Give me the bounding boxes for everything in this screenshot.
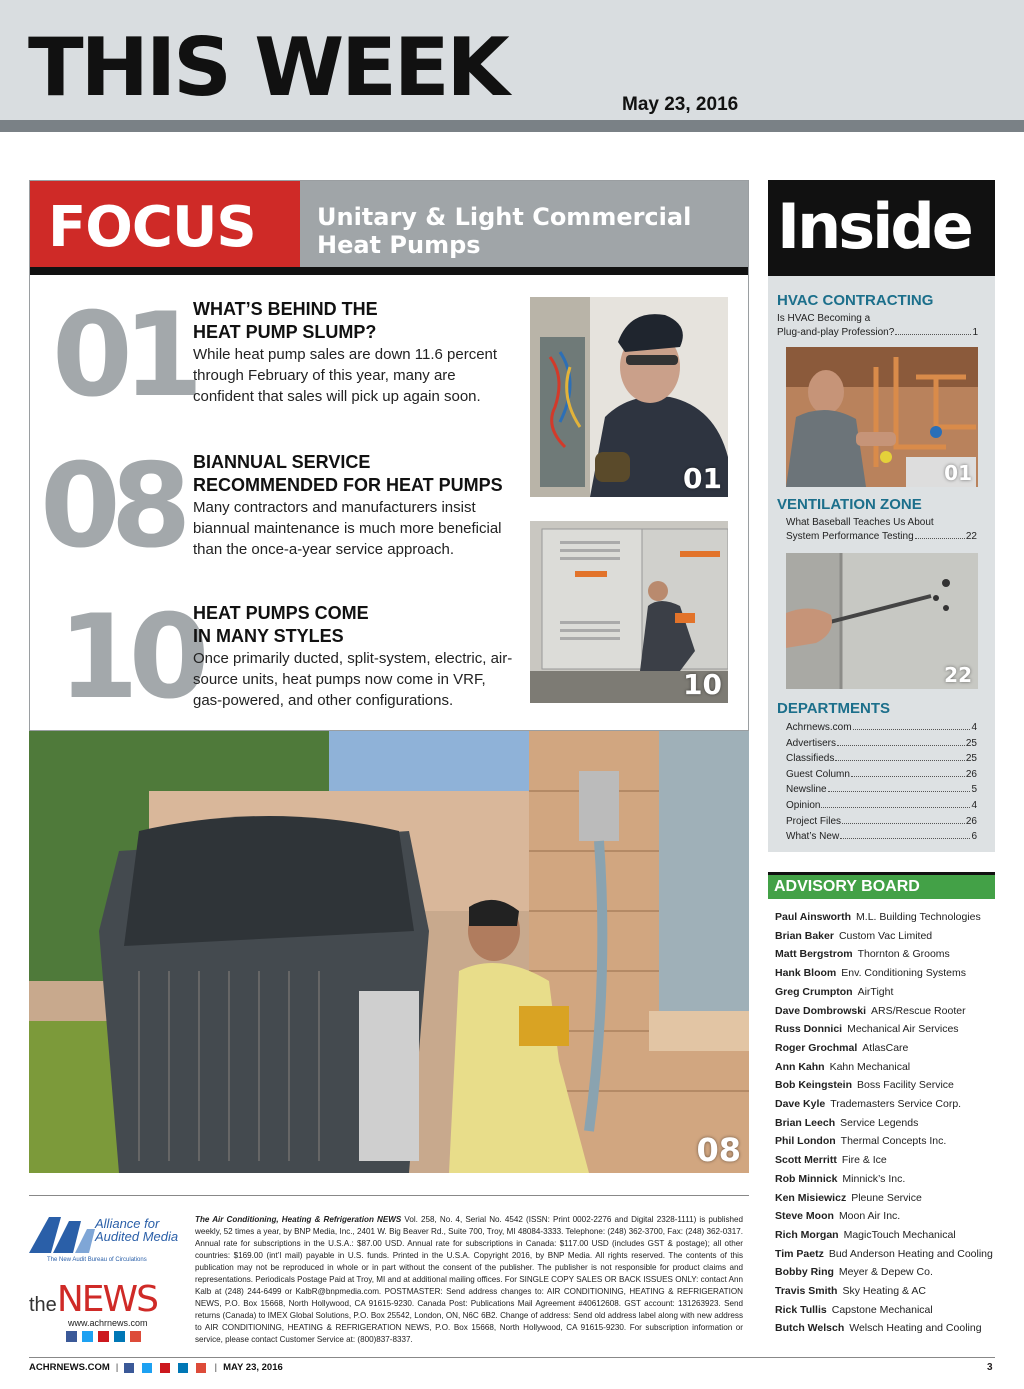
department-item[interactable]: Achrnews.com 4 bbox=[786, 722, 977, 733]
advisory-board-title: ADVISORY BOARD bbox=[774, 878, 920, 895]
masthead-date: May 23, 2016 bbox=[622, 94, 739, 115]
department-item[interactable]: Opinion 4 bbox=[786, 800, 977, 811]
aam-mark-icon bbox=[29, 1215, 95, 1253]
advisory-member: Scott Merritt Fire & Ice bbox=[775, 1154, 887, 1167]
advisory-member: Brian Leech Service Legends bbox=[775, 1116, 919, 1129]
website-url[interactable]: www.achrnews.com bbox=[68, 1318, 148, 1328]
story-headline: HEAT PUMPS COME IN MANY STYLES bbox=[193, 603, 369, 646]
photo-duct-testing[interactable] bbox=[786, 553, 978, 689]
linkedin-icon[interactable] bbox=[178, 1363, 188, 1373]
advisory-member: Dave Kyle Trademasters Service Corp. bbox=[775, 1098, 962, 1110]
aam-logo[interactable] bbox=[29, 1215, 189, 1267]
hvac-contracting-title: HVAC CONTRACTING bbox=[777, 292, 934, 309]
photo-robur-units[interactable] bbox=[530, 521, 728, 703]
advisory-member: Russ Donnici Mechanical Air Services bbox=[775, 1023, 959, 1036]
focus-topic-box bbox=[300, 181, 748, 267]
photo-technician-cap[interactable] bbox=[530, 297, 728, 497]
story-body: Once primarily ducted, split-system, electric, air-source units, heat pumps now come in VRF, gas-powered, and other configurations. bbox=[193, 650, 513, 709]
twitter-icon[interactable] bbox=[142, 1363, 152, 1373]
advisory-member: Phil London Thermal Concepts Inc. bbox=[775, 1135, 947, 1148]
inside-column bbox=[768, 180, 995, 852]
story-headline: BIANNUAL SERVICE RECOMMENDED FOR HEAT PUMPS bbox=[193, 452, 503, 495]
googleplus-icon[interactable] bbox=[130, 1331, 141, 1342]
inside-header bbox=[768, 180, 995, 276]
advisory-member: Rick Tullis Capstone Mechanical bbox=[775, 1303, 933, 1316]
aam-tagline: The New Audit Bureau of Circulations bbox=[47, 1257, 147, 1263]
advisory-board-header bbox=[768, 872, 995, 899]
story-08[interactable] bbox=[30, 439, 530, 574]
story-01[interactable] bbox=[30, 288, 530, 423]
story-number: 08 bbox=[40, 439, 182, 574]
hvac-item-line1[interactable]: Is HVAC Becoming a bbox=[777, 313, 871, 324]
inside-title: Inside bbox=[777, 190, 971, 263]
photo-tag: 10 bbox=[683, 668, 722, 701]
publication-title: The Air Conditioning, Heating & Refrigeration NEWS bbox=[195, 1215, 402, 1224]
focus-topic: Unitary & Light Commercial Heat Pumps bbox=[317, 203, 692, 259]
story-10[interactable] bbox=[30, 590, 530, 725]
advisory-member: Steve Moon Moon Air Inc. bbox=[775, 1210, 901, 1223]
photo-copper-piping[interactable] bbox=[786, 347, 978, 487]
advisory-member: Brian Baker Custom Vac Limited bbox=[775, 929, 933, 942]
advisory-member: Bob Keingstein Boss Facility Service bbox=[775, 1079, 954, 1092]
advisory-member: Rich Morgan MagicTouch Mechanical bbox=[775, 1228, 956, 1241]
focus-label: FOCUS bbox=[48, 195, 256, 260]
hvac-item-line2[interactable]: Plug-and-play Profession? 1 bbox=[777, 327, 978, 338]
publication-info bbox=[195, 1214, 743, 1346]
advisory-member: Paul Ainsworth M.L. Building Technologies bbox=[775, 911, 981, 923]
masthead-bar bbox=[0, 120, 1024, 132]
publication-body: Vol. 258, No. 4, Serial No. 4542 (ISSN: Print 0002-2276 and Digital 2328-1111) is published weekly, 52 times a year, by BNP Media, Inc., 2401 W. Big Beaver Rd., Suite 700, Troy, MI 48084-3333. Telephone: (248) 362-3700, Fax: (248) 362-0317. Annual rate for subscriptions in the U.S.A.: $87.00 USD. Annual rate for subscriptions in Canada: $117.00 USD (includes GST & postage); all other countries: $169.00 (int’l mail) payable in U.S. funds. Printed in the U.S.A. Copyright 2016, by BNP Media. All rights reserved. The contents of this publication may not be reproduced in whole or in part without the consent of the publisher. The publisher is not responsible for product claims and representations. Periodicals Postage Paid at Troy, MI and at additional mailing offices. For SINGLE COPY SALES OR BACK ISSUES ONLY: contact Ann Kalb at (248) 244-6499 or KalbR@bnpmedia.com. POSTMASTER: Send address changes to: AIR CONDITIONING, HEATING & REFRIGERATION NEWS, P.O. Box 15668, North Hollywood, CA 91615-9230. Canada Post: Publications Mail Agreement #40612608. GST account: 131263923. Send returns (Canada) to IMEX Global Solutions, P.O. Box 25542, London, ON, N6C 6B2. Change of address: Send old address label along with new address to AIR CONDITIONING, HEATING & REFRIGERATION NEWS, P.O. Box 15668, North Hollywood, CA 91615-9230. For subscription information or service, please contact Customer Service at: (800)837-8337. bbox=[195, 1215, 743, 1344]
department-item[interactable]: Classifieds 25 bbox=[786, 753, 977, 765]
advisory-member: Travis Smith Sky Heating & AC bbox=[775, 1285, 926, 1297]
advisory-member: Greg Crumpton AirTight bbox=[775, 985, 894, 998]
department-item[interactable]: What’s New 6 bbox=[786, 831, 977, 843]
advisory-member: Rob Minnick Minnick’s Inc. bbox=[775, 1172, 906, 1185]
ventilation-zone-title: VENTILATION ZONE bbox=[777, 496, 922, 513]
youtube-icon[interactable] bbox=[160, 1363, 170, 1373]
masthead-title: THIS WEEK bbox=[28, 21, 507, 114]
advisory-member: Tim Paetz Bud Anderson Heating and Cooling bbox=[775, 1247, 993, 1260]
the-news-logo[interactable]: theNEWS bbox=[29, 1279, 157, 1320]
department-item[interactable]: Project Files 26 bbox=[786, 815, 977, 827]
issue-date: MAY 23, 2016 bbox=[223, 1362, 283, 1373]
twitter-icon[interactable] bbox=[82, 1331, 93, 1342]
social-links bbox=[66, 1331, 143, 1342]
photo-tag: 22 bbox=[944, 663, 972, 687]
bottom-folio: ACHRNEWS.COM | | MAY 23, 2016 bbox=[29, 1362, 283, 1373]
focus-section bbox=[29, 180, 749, 731]
story-body: While heat pump sales are down 11.6 percent through February of this year, many are confident that sales will pick up again soon. bbox=[193, 346, 498, 405]
advisory-member: Roger Grochmal AtlasCare bbox=[775, 1041, 909, 1054]
focus-divider bbox=[30, 267, 748, 275]
site-label[interactable]: ACHRNEWS.COM bbox=[29, 1362, 110, 1373]
advisory-member: Matt Bergstrom Thornton & Grooms bbox=[775, 948, 950, 961]
youtube-icon[interactable] bbox=[98, 1331, 109, 1342]
story-number: 01 bbox=[52, 288, 194, 423]
story-body: Many contractors and manufacturers insist biannual maintenance is much more beneficial than the once-a-year service approach. bbox=[193, 499, 502, 558]
photo-tag: 08 bbox=[696, 1131, 741, 1169]
story-headline: WHAT’S BEHIND THE HEAT PUMP SLUMP? bbox=[193, 299, 378, 342]
photo-heat-pump-service[interactable] bbox=[29, 731, 749, 1173]
advisory-member: Ken Misiewicz Pleune Service bbox=[775, 1191, 922, 1204]
advisory-member: Bobby Ring Meyer & Depew Co. bbox=[775, 1266, 933, 1279]
department-item[interactable]: Advertisers 25 bbox=[786, 737, 977, 749]
department-item[interactable]: Newsline 5 bbox=[786, 784, 977, 796]
aam-name: Alliance for Audited Media bbox=[95, 1216, 179, 1244]
linkedin-icon[interactable] bbox=[114, 1331, 125, 1342]
photo-tag: 01 bbox=[944, 461, 972, 485]
facebook-icon[interactable] bbox=[66, 1331, 77, 1342]
vent-item-line1[interactable]: What Baseball Teaches Us About bbox=[786, 517, 934, 528]
bottom-rule bbox=[29, 1357, 995, 1358]
vent-item-line2[interactable]: System Performance Testing 22 bbox=[786, 531, 977, 542]
page-number: 3 bbox=[987, 1362, 993, 1373]
departments-title: DEPARTMENTS bbox=[777, 700, 891, 717]
advisory-member: Butch Welsch Welsch Heating and Cooling bbox=[775, 1322, 982, 1335]
facebook-icon[interactable] bbox=[124, 1363, 134, 1373]
googleplus-icon[interactable] bbox=[196, 1363, 206, 1373]
photo-tag: 01 bbox=[683, 462, 722, 495]
story-number: 10 bbox=[58, 590, 200, 725]
footer-rule bbox=[29, 1195, 749, 1196]
advisory-member: Dave Dombrowski ARS/Rescue Rooter bbox=[775, 1004, 966, 1017]
advisory-member: Ann Kahn Kahn Mechanical bbox=[775, 1060, 911, 1073]
department-item[interactable]: Guest Column 26 bbox=[786, 768, 977, 780]
advisory-member: Hank Bloom Env. Conditioning Systems bbox=[775, 967, 966, 980]
focus-label-box bbox=[30, 181, 300, 267]
